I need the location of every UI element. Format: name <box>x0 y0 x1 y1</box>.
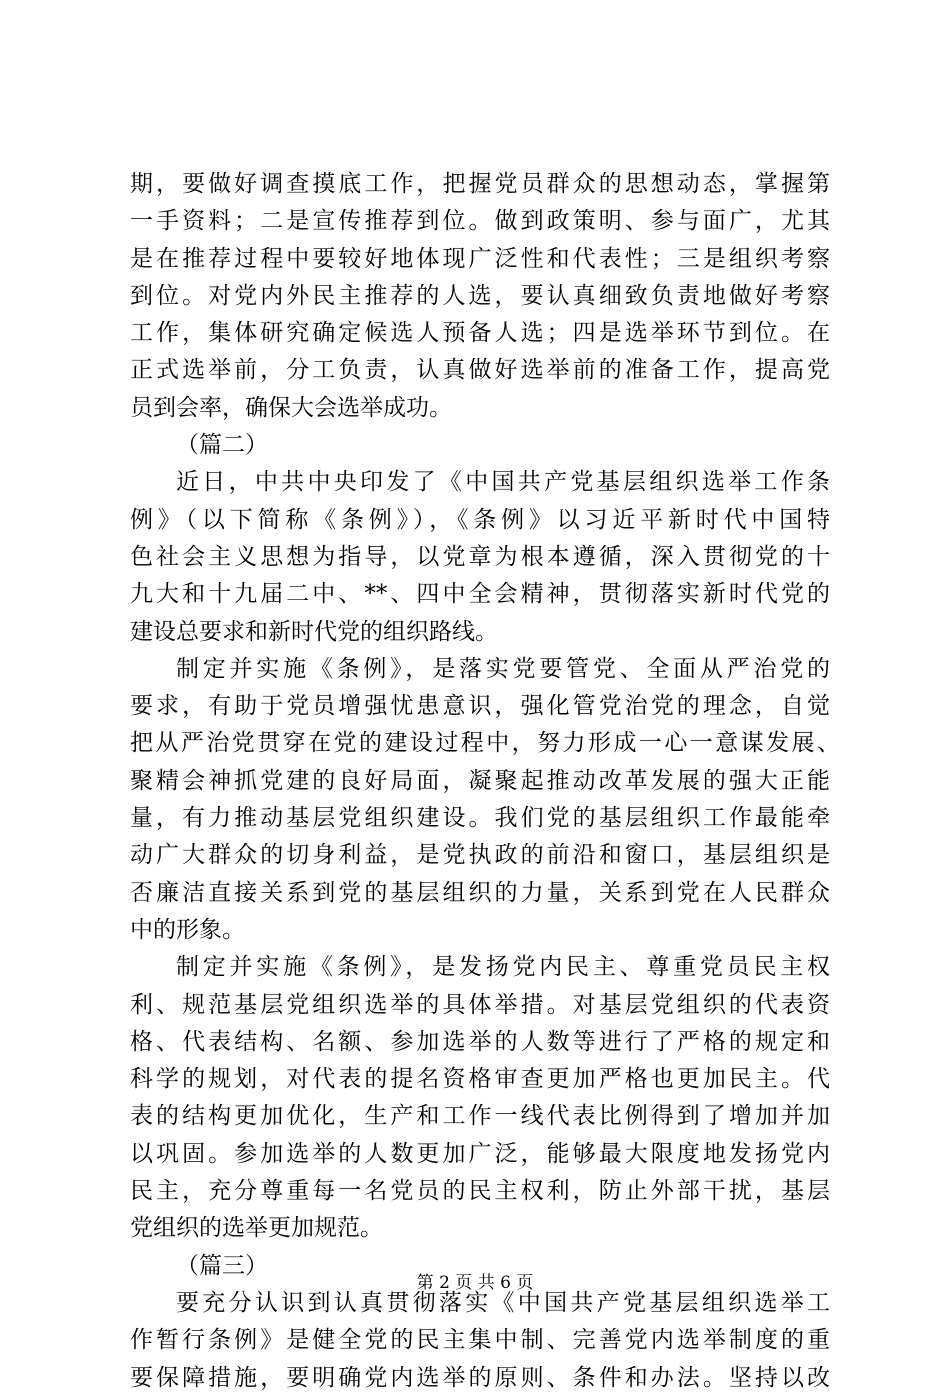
text-line: 例》（以下简称《条例》），《条例》以习近平新时代中国特 <box>130 506 830 533</box>
text-line: 把从严治党贯穿在党的建设过程中，努力形成一心一意谋发展、 <box>130 730 840 757</box>
text-line: 科学的规划，对代表的提名资格审查更加严格也更加民主。代 <box>130 1066 830 1093</box>
body-text <box>130 166 840 1397</box>
text-line: 党组织的选举更加规范。 <box>130 1215 383 1242</box>
text-line: （篇三） <box>176 1252 268 1279</box>
text-line: 九大和十九届二中、**、四中全会精神，贯彻落实新时代党的 <box>130 581 830 608</box>
text-line: 要求，有助于党员增强忧患意识，强化管党治党的理念，自觉 <box>130 693 830 720</box>
text-line: 中的形象。 <box>130 916 245 943</box>
text-line: 制定并实施《条例》，是发扬党内民主、尊重党员民主权 <box>176 954 830 981</box>
text-line: 格、代表结构、名额、参加选举的人数等进行了严格的规定和 <box>130 1028 830 1055</box>
text-line: 利、规范基层党组织选举的具体举措。对基层党组织的代表资 <box>130 991 830 1018</box>
text-line: 期，要做好调查摸底工作，把握党员群众的思想动态，掌握第 <box>130 171 830 197</box>
text-line: 作暂行条例》是健全党的民主集中制、完善党内选举制度的重 <box>130 1327 830 1354</box>
text-line: 近日，中共中央印发了《中国共产党基层组织选举工作条 <box>176 469 830 496</box>
text-line: 动广大群众的切身利益，是党执政的前沿和窗口，基层组织是 <box>130 842 830 869</box>
text-line: 制定并实施《条例》，是落实党要管党、全面从严治党的 <box>176 655 830 682</box>
text-line: 以巩固。参加选举的人数更加广泛，能够最大限度地发扬党内 <box>130 1140 830 1167</box>
text-line: 聚精会神抓党建的良好局面，凝聚起推动改革发展的强大正能 <box>130 767 830 794</box>
text-line: 一手资料；二是宣传推荐到位。做到政策明、参与面广，尤其 <box>130 208 830 235</box>
text-line: 是在推荐过程中要较好地体现广泛性和代表性；三是组织考察 <box>130 245 830 272</box>
text-line: 建设总要求和新时代党的组织路线。 <box>130 618 498 645</box>
text-line: 否廉洁直接关系到党的基层组织的力量，关系到党在人民群众 <box>130 879 830 906</box>
text-line: 正式选举前，分工负责，认真做好选举前的准备工作，提高党 <box>130 357 830 384</box>
text-line: 员到会率，确保大会选举成功。 <box>130 394 452 421</box>
page-footer: 第 2 页 共 6 页 <box>416 1273 534 1293</box>
text-line: 要充分认识到认真贯彻落实《中国共产党基层组织选举工 <box>176 1289 830 1316</box>
text-line: 要保障措施，要明确党内选举的原则、条件和办法。坚持以改 <box>130 1364 830 1391</box>
text-line: 量，有力推动基层党组织建设。我们党的基层组织工作最能牵 <box>130 805 830 832</box>
text-line: 到位。对党内外民主推荐的人选，要认真细致负责地做好考察 <box>130 282 830 309</box>
text-line: 民主，充分尊重每一名党员的民主权利，防止外部干扰，基层 <box>130 1178 830 1205</box>
text-line: 表的结构更加优化，生产和工作一线代表比例得到了增加并加 <box>130 1103 830 1130</box>
text-line: 色社会主义思想为指导，以党章为根本遵循，深入贯彻党的十 <box>130 543 830 570</box>
text-line: （篇二） <box>176 432 268 459</box>
text-line: 工作，集体研究确定候选人预备人选；四是选举环节到位。在 <box>130 320 830 347</box>
